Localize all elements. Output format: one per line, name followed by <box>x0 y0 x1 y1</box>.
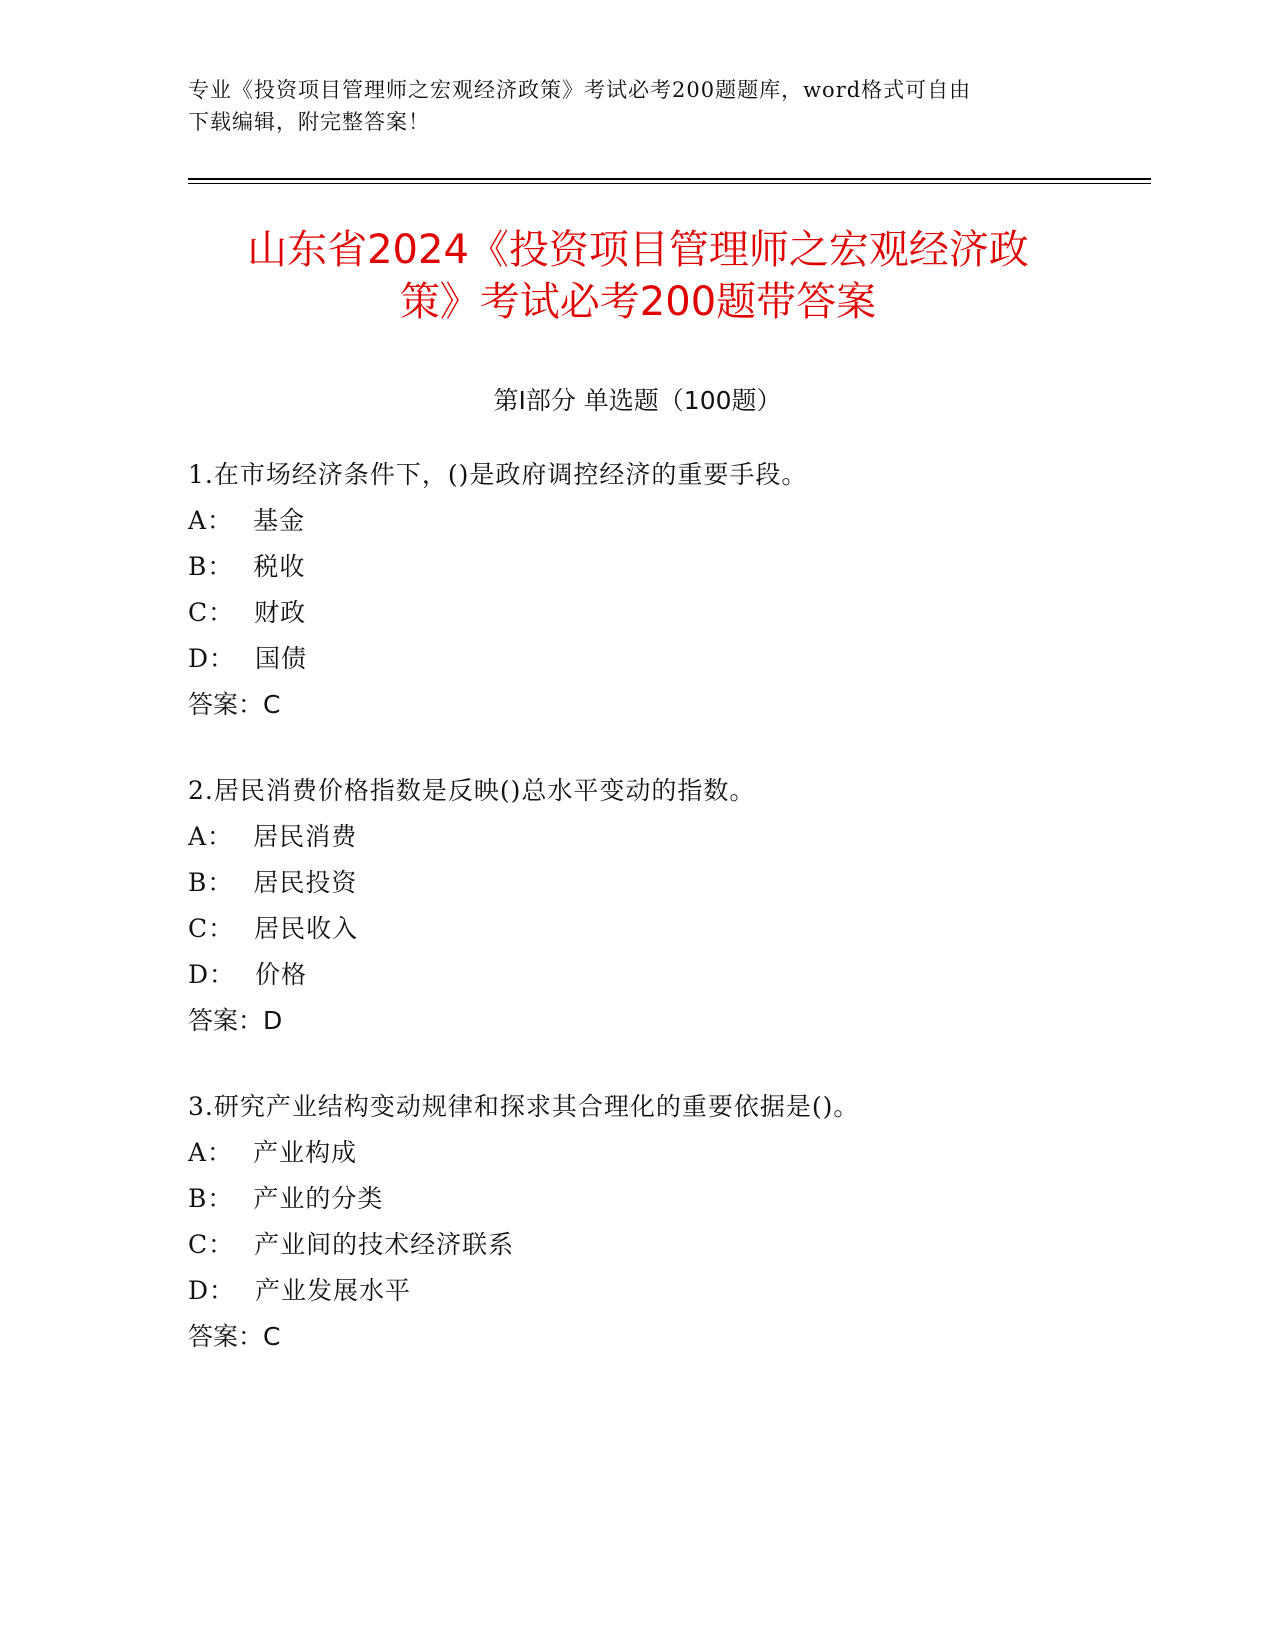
option-d <box>188 636 1138 682</box>
question-text: 3.研究产业结构变动规律和探求其合理化的重要依据是()。 <box>188 1092 860 1121</box>
option-text: 国债 <box>255 644 308 673</box>
option-letter: C： <box>188 598 235 627</box>
section-heading: 第Ⅰ部分 单选题（100题） <box>493 386 782 415</box>
answer: 答案：C <box>188 1322 281 1351</box>
divider-thick <box>188 178 1151 180</box>
question-3 <box>188 1084 1138 1360</box>
option-a <box>188 498 1138 544</box>
answer: 答案：C <box>188 690 281 719</box>
option-b <box>188 544 1138 590</box>
option-letter: B： <box>188 552 234 581</box>
option-text: 价格 <box>255 960 308 989</box>
option-text: 产业间的技术经济联系 <box>254 1230 515 1259</box>
option-letter: C： <box>188 914 235 943</box>
question-1 <box>188 452 1138 728</box>
option-text: 产业发展水平 <box>255 1276 412 1305</box>
option-c <box>188 1222 1138 1268</box>
option-letter: A： <box>188 822 234 851</box>
header-note-line1: 专业《投资项目管理师之宏观经济政策》考试必考200题题库，word格式可自由 <box>188 78 972 102</box>
option-text: 居民消费 <box>253 822 358 851</box>
option-letter: A： <box>188 506 234 535</box>
option-a <box>188 1130 1138 1176</box>
option-text: 税收 <box>253 552 306 581</box>
question-text: 1.在市场经济条件下，()是政府调控经济的重要手段。 <box>188 460 808 489</box>
option-letter: B： <box>188 1184 234 1213</box>
option-letter: D： <box>188 644 236 673</box>
option-d <box>188 1268 1138 1314</box>
answer: 答案：D <box>188 1006 283 1035</box>
question-2 <box>188 768 1138 1044</box>
option-letter: D： <box>188 1276 236 1305</box>
document-title <box>188 224 1088 328</box>
option-text: 产业的分类 <box>253 1184 384 1213</box>
option-letter: C： <box>188 1230 235 1259</box>
title-line1: 山东省2024《投资项目管理师之宏观经济政 <box>247 227 1029 273</box>
option-b <box>188 860 1138 906</box>
option-letter: D： <box>188 960 236 989</box>
option-text: 财政 <box>254 598 307 627</box>
title-line2: 策》考试必考200题带答案 <box>399 279 877 325</box>
option-text: 基金 <box>253 506 306 535</box>
option-text: 产业构成 <box>253 1138 358 1167</box>
option-letter: A： <box>188 1138 234 1167</box>
option-text: 居民收入 <box>254 914 359 943</box>
option-a <box>188 814 1138 860</box>
header-note-line2: 下载编辑，附完整答案！ <box>188 110 430 134</box>
option-letter: B： <box>188 868 234 897</box>
option-d <box>188 952 1138 998</box>
option-text: 居民投资 <box>253 868 358 897</box>
option-c <box>188 590 1138 636</box>
option-c <box>188 906 1138 952</box>
option-b <box>188 1176 1138 1222</box>
question-text: 2.居民消费价格指数是反映()总水平变动的指数。 <box>188 776 756 805</box>
header-note <box>188 74 1088 138</box>
divider-thin <box>188 183 1151 184</box>
